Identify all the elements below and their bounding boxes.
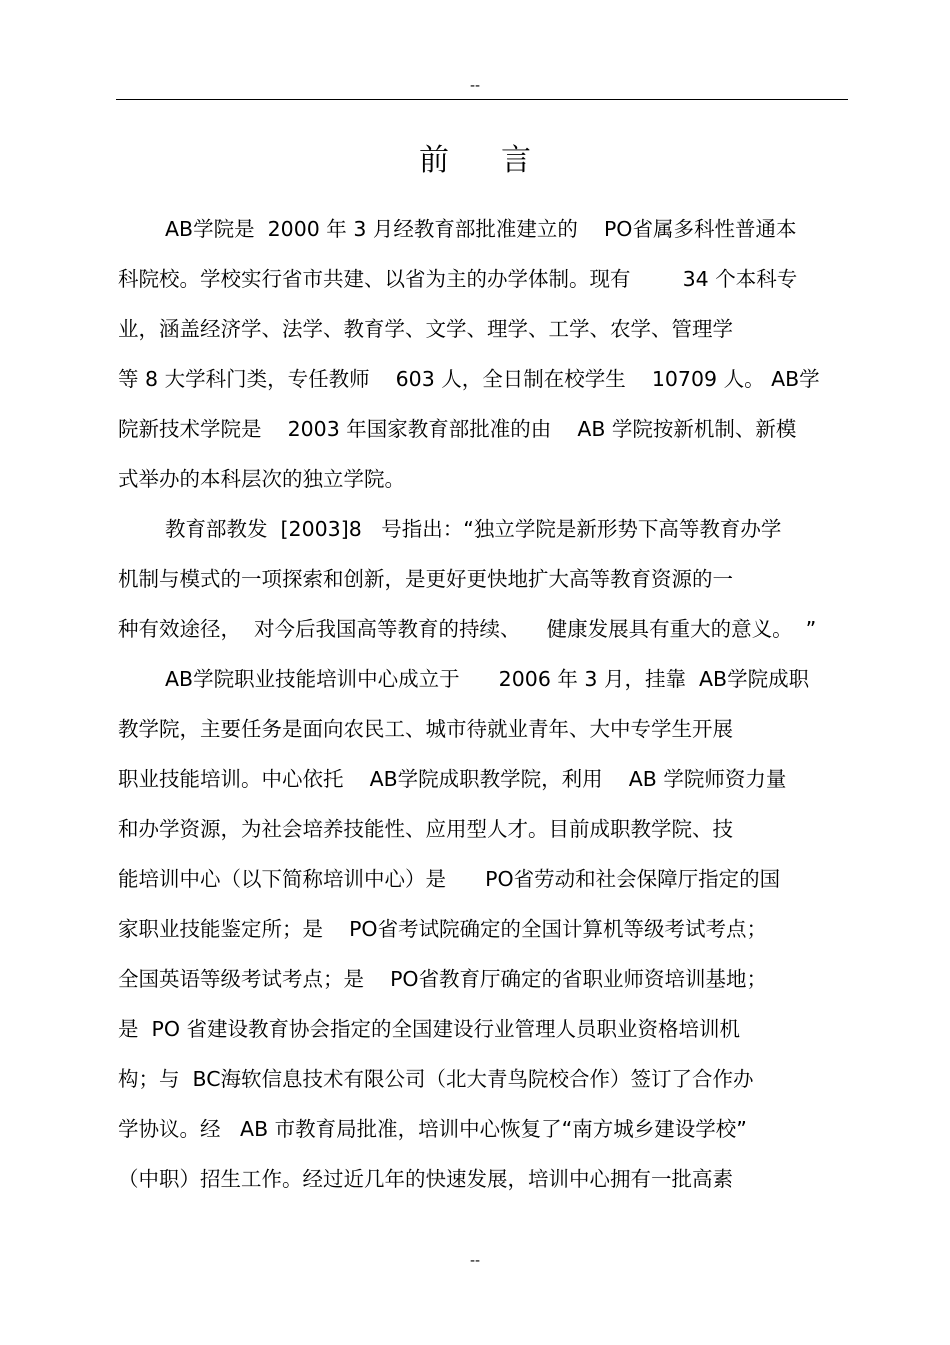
- text-line: 是 PO 省建设教育协会指定的全国建设行业管理人员职业资格培训机: [118, 1017, 741, 1041]
- text-line: 教育部教发 [2003]8 号指出：“独立学院是新形势下高等教育办学: [165, 517, 782, 541]
- text-line: 构；与 BC海软信息技术有限公司（北大青鸟院校合作）签订了合作办: [118, 1067, 754, 1091]
- text-line: 家职业技能鉴定所；是 PO省考试院确定的全国计算机等级考试考点；: [118, 917, 768, 941]
- text-line: 等 8 大学科门类，专任教师 603 人，全日制在校学生 10709 人。 AB学: [118, 367, 820, 391]
- title-char-1: 前: [419, 143, 449, 178]
- text-line: 能培训中心（以下简称培训中心）是 PO省劳动和社会保障厅指定的国: [118, 867, 781, 891]
- page-title: [0, 142, 950, 180]
- text-line: 职业技能培训。中心依托 AB学院成职教学院，利用 AB 学院师资力量: [118, 767, 787, 791]
- text-line: 式举办的本科层次的独立学院。: [118, 467, 405, 491]
- text-line: 业，涵盖经济学、法学、教育学、文学、理学、工学、农学、管理学: [118, 317, 733, 341]
- text-line: 教学院，主要任务是面向农民工、城市待就业青年、大中专学生开展: [118, 717, 733, 741]
- page-footer-mark: --: [469, 1253, 481, 1269]
- text-line: 和办学资源，为社会培养技能性、应用型人才。目前成职教学院、技: [118, 817, 733, 841]
- text-line: 全国英语等级考试考点；是 PO省教育厅确定的省职业师资培训基地；: [118, 967, 768, 991]
- text-line: 种有效途径， 对今后我国高等教育的持续、 健康发展具有重大的意义。 ”: [118, 617, 817, 641]
- text-line: AB学院是 2000 年 3 月经教育部批准建立的 PO省属多科性普通本: [165, 217, 797, 241]
- text-line: AB学院职业技能培训中心成立于 2006 年 3 月，挂靠 AB学院成职: [165, 667, 810, 691]
- page-header-mark: --: [469, 78, 481, 94]
- text-line: 学协议。经 AB 市教育局批准，培训中心恢复了“南方城乡建设学校”: [118, 1117, 747, 1141]
- text-line: （中职）招生工作。经过近几年的快速发展，培训中心拥有一批高素: [118, 1167, 733, 1191]
- body-text: [118, 207, 858, 1207]
- text-line: 科院校。学校实行省市共建、以省为主的办学体制。现有 34 个本科专: [118, 267, 798, 291]
- title-char-2: 言: [501, 143, 531, 178]
- text-line: 院新技术学院是 2003 年国家教育部批准的由 AB 学院按新机制、新模: [118, 417, 797, 441]
- header-rule: [116, 99, 848, 100]
- text-line: 机制与模式的一项探索和创新，是更好更快地扩大高等教育资源的一: [118, 567, 733, 591]
